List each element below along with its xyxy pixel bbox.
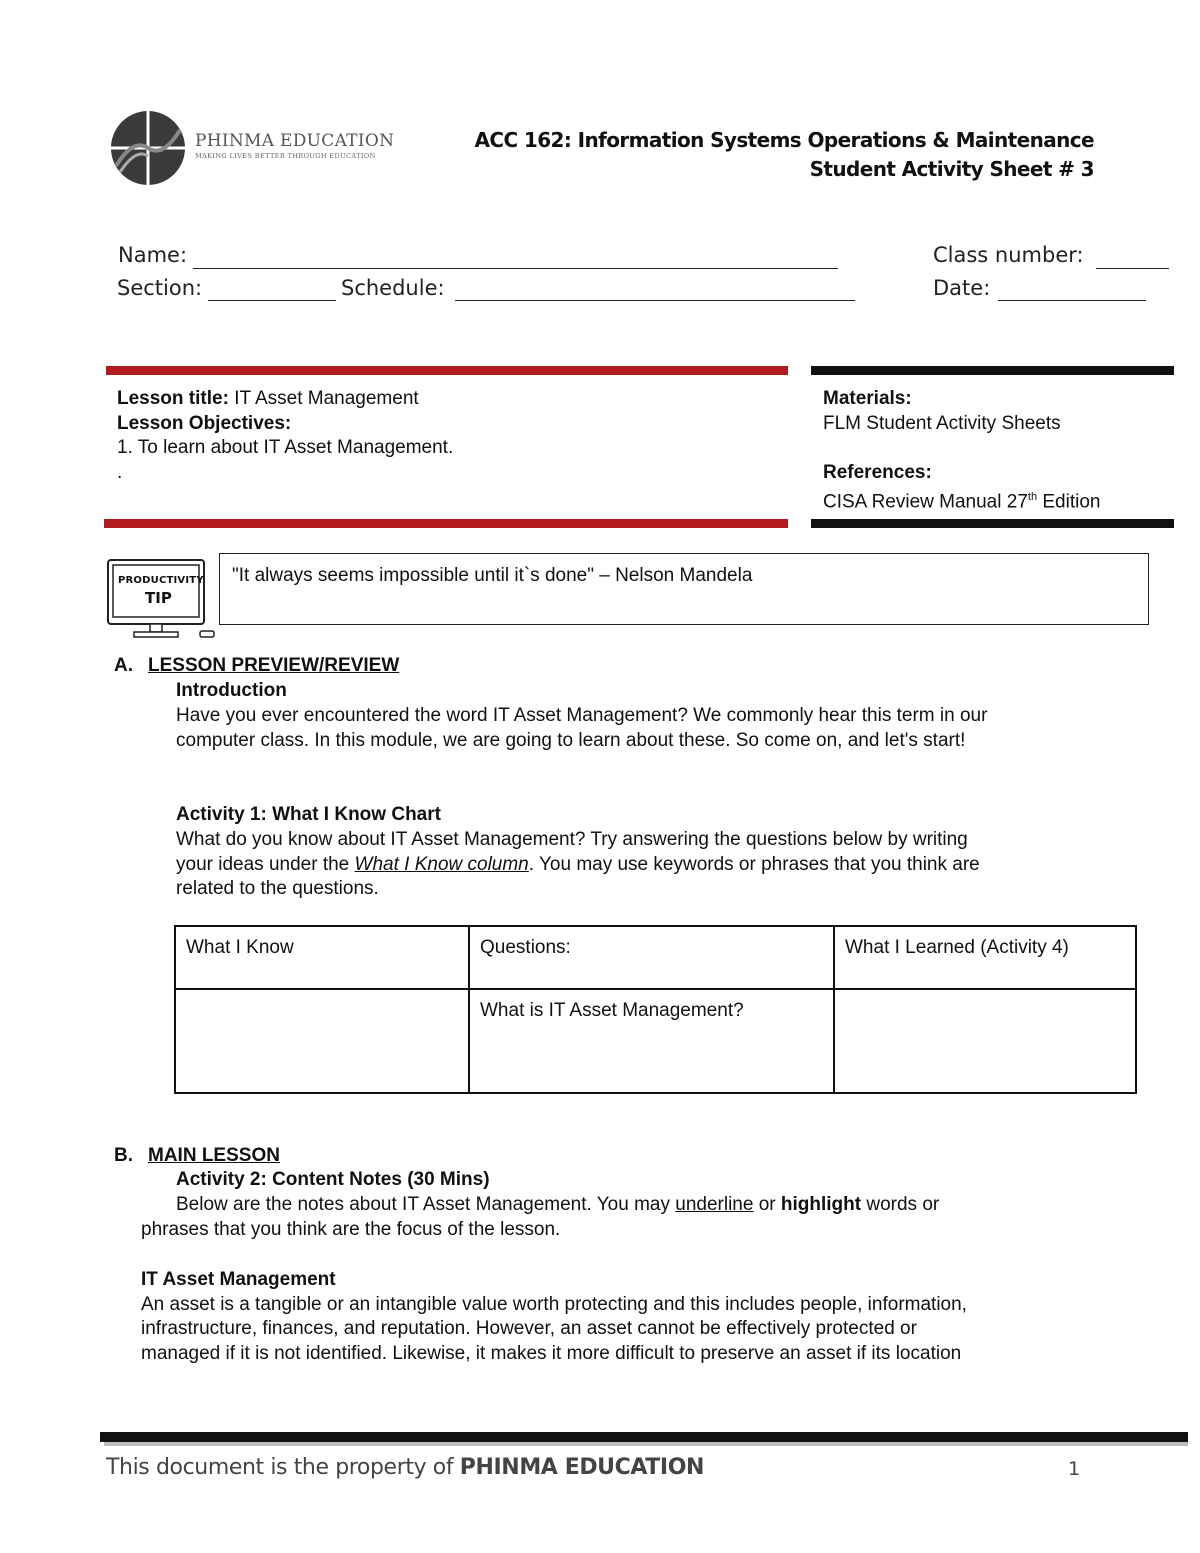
tip-icon-line1: PRODUCTIVITY [118,575,204,586]
quote-box [219,553,1149,625]
class-number-field[interactable] [1096,268,1169,269]
activity2-heading: Activity 2: Content Notes (30 Mins) [176,1169,490,1190]
notes-line-1-start: Below are the notes about IT Asset Management. You may [176,1194,676,1215]
footer-brand: PHINMA EDUCATION [459,1455,705,1480]
materials-top-divider [811,366,1174,375]
tip-icon-line2: TIP [145,589,172,607]
itam-line-3: managed if it is not identified. Likewise, it makes it more difficult to preserve an asset if its location [141,1343,962,1364]
date-label: Date: [933,276,991,300]
section-field[interactable] [208,300,336,301]
quote-text: "It always seems impossible until it`s done" – Nelson Mandela [232,565,753,586]
intro-heading: Introduction [176,680,287,701]
materials-bottom-divider [811,519,1174,528]
name-label: Name: [118,243,188,267]
activity1-line-2-end: . You may use keywords or phrases that you think are [528,854,980,875]
lesson-bottom-divider [104,519,788,528]
schedule-label: Schedule: [341,276,445,300]
activity1-line-3: related to the questions. [176,878,379,899]
footer-divider-shadow [104,1442,1188,1446]
activity1-line-2 [176,852,980,877]
lesson-title-label: Lesson title: [117,388,229,409]
itam-heading: IT Asset Management [141,1269,336,1290]
table-header-cell: Questions: [469,926,834,989]
lesson-top-divider [106,366,788,375]
references-text: CISA Review Manual 27 [823,491,1028,513]
activity1-line-2-start: your ideas under the [176,854,355,875]
underline-word: underline [675,1194,754,1215]
notes-line-1 [176,1192,939,1217]
lesson-title-value: IT Asset Management [234,388,419,409]
materials-value: FLM Student Activity Sheets [823,413,1061,434]
date-field[interactable] [998,300,1146,301]
footer-property-text [106,1455,704,1480]
lesson-objective-2: . [117,462,123,483]
section-a-letter: A. [114,655,133,676]
footer-text-start: This document is the property of [106,1455,460,1480]
logo-tagline: MAKING LIVES BETTER THROUGH EDUCATION [195,152,376,160]
notes-line-1-end: words or [861,1194,940,1215]
activity1-line-1: What do you know about IT Asset Management? Try answering the questions below by writing [176,829,968,850]
table-header-row [175,926,1136,989]
page-number: 1 [1068,1458,1081,1480]
section-label: Section: [117,276,203,300]
section-b-letter: B. [114,1145,133,1166]
lesson-title [117,386,419,411]
phinma-globe-icon [108,108,198,188]
highlight-word: highlight [780,1194,862,1215]
what-i-know-answer-cell[interactable] [175,989,469,1093]
schedule-field[interactable] [455,300,855,301]
class-number-label: Class number: [933,243,1084,267]
itam-line-1: An asset is a tangible or an intangible value worth protecting and this includes people, information, [141,1294,967,1315]
section-a-heading: LESSON PREVIEW/REVIEW [148,655,400,676]
name-field[interactable] [193,268,838,269]
intro-line-2: computer class. In this module, we are going to learn about these. So come on, and let's start! [176,730,966,751]
table-header-cell: What I Learned (Activity 4) [834,926,1136,989]
references-label: References: [823,462,932,483]
intro-line-1: Have you ever encountered the word IT Asset Management? We commonly hear this term in our [176,705,988,726]
lesson-objective-1: 1. To learn about IT Asset Management. [117,437,454,458]
course-title: ACC 162: Information Systems Operations & Maintenance [474,128,1094,152]
what-i-know-column-emphasis: What I Know column [354,854,529,875]
activity1-heading: Activity 1: What I Know Chart [176,804,441,825]
table-row [175,989,1136,1093]
what-i-learned-answer-cell[interactable] [834,989,1136,1093]
table-header-cell: What I Know [175,926,469,989]
sheet-title: Student Activity Sheet # 3 [809,157,1094,181]
references-value [823,485,1100,514]
section-b-heading: MAIN LESSON [148,1145,280,1166]
notes-line-1-or: or [753,1194,781,1215]
lesson-objectives-label: Lesson Objectives: [117,413,292,434]
notes-line-2: phrases that you think are the focus of the lesson. [141,1219,561,1240]
references-edition: Edition [1037,491,1101,513]
footer-divider [100,1432,1188,1442]
question-cell: What is IT Asset Management? [469,989,834,1093]
logo-brand-text: PHINMA EDUCATION [195,131,395,151]
itam-line-2: infrastructure, finances, and reputation. However, an asset cannot be effectively protected or [141,1318,917,1339]
materials-label: Materials: [823,388,912,409]
references-sup: th [1027,491,1038,503]
what-i-know-chart [174,925,1137,1094]
